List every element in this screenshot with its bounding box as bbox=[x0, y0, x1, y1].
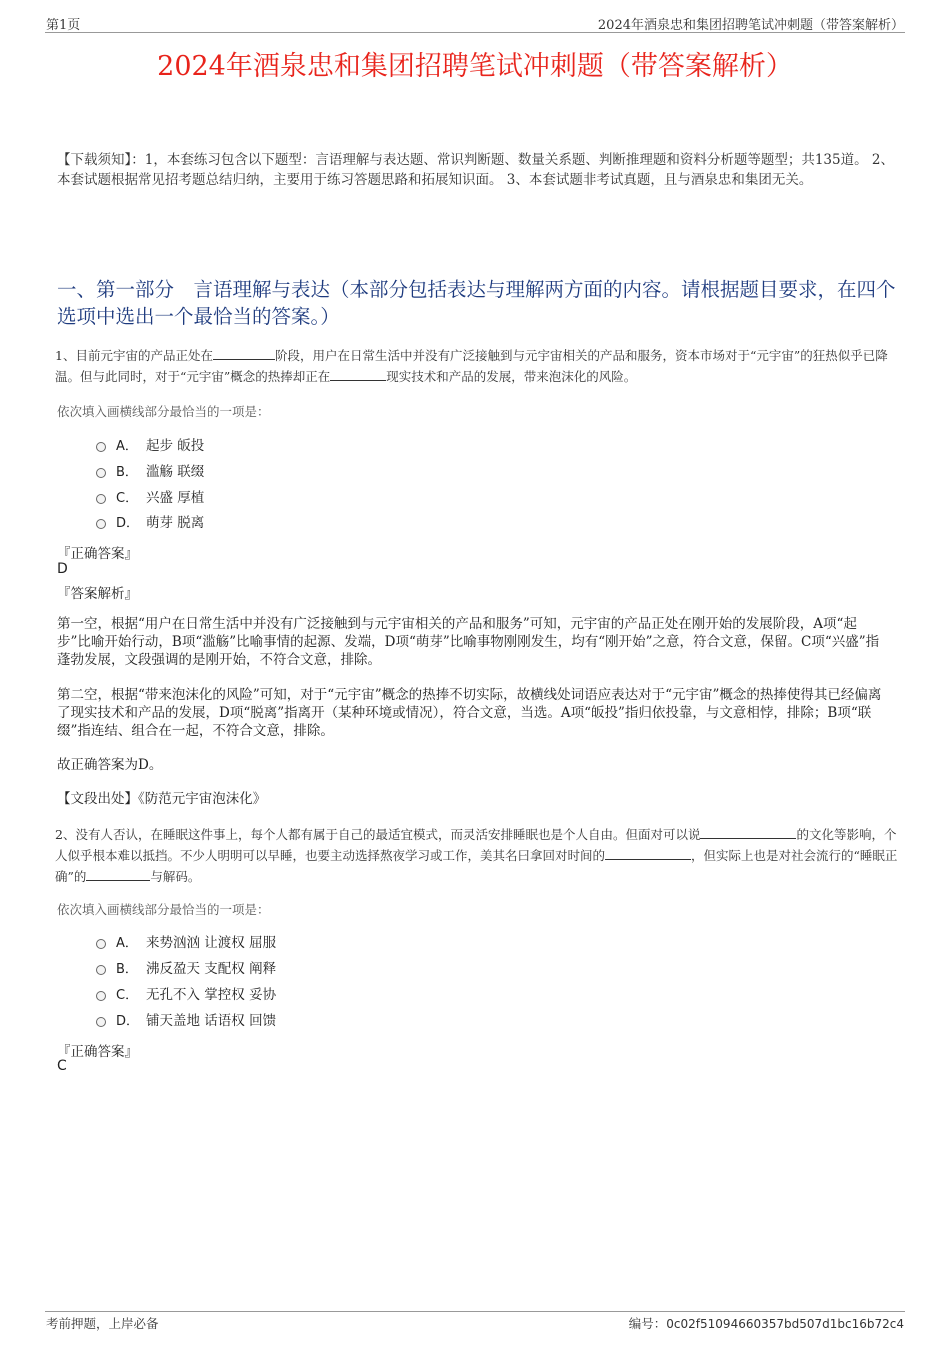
notice-text: ：1，本套练习包含以下题型：言语理解与表达题、常识判断题、数量关系题、判断推理题和资料分析题等题型；共135道。 2、本套试题根据常见招考题总结归纳，主要用于练习答题思路和拓展知识面。 3、本套试题非考试真题，且与酒泉忠和集团无关。 bbox=[57, 152, 894, 188]
radio-icon[interactable] bbox=[96, 965, 106, 975]
blank-1 bbox=[213, 347, 275, 360]
q1-option-d[interactable]: D． 萌芽 脱离 bbox=[96, 513, 204, 533]
q1-answer-label: 『正确答案』 bbox=[57, 546, 138, 562]
q2-option-a[interactable]: A． 来势汹汹 让渡权 屈服 bbox=[96, 933, 276, 953]
radio-icon[interactable] bbox=[96, 519, 106, 529]
page-title: 2024年酒泉忠和集团招聘笔试冲刺题（带答案解析） bbox=[157, 51, 793, 82]
notice-lead: 【下载须知】 bbox=[57, 152, 132, 168]
q1-option-c[interactable]: C． 兴盛 厚植 bbox=[96, 488, 204, 508]
question-2-hint: 依次填入画横线部分最恰当的一项是： bbox=[57, 902, 270, 917]
page-number: 第1页 bbox=[46, 18, 81, 33]
q1-source: 【文段出处】《防范元宇宙泡沫化》 bbox=[57, 791, 267, 807]
question-1-stem: 1、目前元宇宙的产品正处在 阶段，用户在日常生活中并没有广泛接触到与元宇宙相关的产品和服务，资本市场对于“元宇宙”的狂热似乎已降温。但与此同时，对于“元宇宙”概念的热捧却正在 现实技术和产品的发展，带来泡沫化的风险。 bbox=[55, 348, 888, 384]
q1-answer: D bbox=[57, 561, 68, 577]
q1-analysis-label: 『答案解析』 bbox=[57, 586, 138, 602]
q1-conclusion: 故正确答案为D。 bbox=[57, 757, 163, 773]
radio-icon[interactable] bbox=[96, 494, 106, 504]
question-2-stem: 2、没有人否认，在睡眠这件事上，每个人都有属于自己的最适宜模式，而灵活安排睡眠也是个人自由。但面对可以说 的文化等影响，个人似乎根本难以抵挡。不少人明明可以早睡，也要主动选择熬夜学习或工作，美其名曰拿回对时间的 ，但实际上也是对社会流行的“睡眠正确”的 与解码。 bbox=[55, 827, 898, 884]
radio-icon[interactable] bbox=[96, 1017, 106, 1027]
header-doc-title: 2024年酒泉忠和集团招聘笔试冲刺题（带答案解析） bbox=[597, 18, 904, 33]
blank-1 bbox=[700, 826, 796, 839]
radio-icon[interactable] bbox=[96, 939, 106, 949]
footer-slogan: 考前押题，上岸必备 bbox=[46, 1316, 159, 1331]
q1-option-b[interactable]: B． 滥觞 联缀 bbox=[96, 462, 204, 482]
footer-code-value: 0c02f51094660357bd507d1bc16b72c4 bbox=[666, 1317, 904, 1331]
radio-icon[interactable] bbox=[96, 468, 106, 478]
download-notice bbox=[57, 150, 897, 190]
radio-icon[interactable] bbox=[96, 442, 106, 452]
section-heading: 一、第一部分 言语理解与表达（本部分包括表达与理解两方面的内容。请根据题目要求，在四个选项中选出一个最恰当的答案。） bbox=[57, 278, 896, 328]
footer-code bbox=[629, 1314, 904, 1332]
footer-divider bbox=[45, 1311, 905, 1312]
q1-analysis-para-1: 第一空，根据“用户在日常生活中并没有广泛接触到与元宇宙相关的产品和服务”可知，元宇宙的产品正处在刚开始的发展阶段，A项“起步”比喻开始行动，B项“滥觞”比喻事情的起源、发端，D项“萌芽”比喻事物刚刚发生，均有“刚开始”之意，符合文意，保留。C项“兴盛”指蓬勃发展，文段强调的是刚开始，不符合文意，排除。 bbox=[57, 616, 880, 668]
q2-answer-label: 『正确答案』 bbox=[57, 1044, 138, 1060]
q2-option-d[interactable]: D． 铺天盖地 话语权 回馈 bbox=[96, 1011, 276, 1031]
footer-code-label: 编号： bbox=[628, 1316, 667, 1331]
question-1-hint: 依次填入画横线部分最恰当的一项是： bbox=[57, 404, 270, 419]
blank-2 bbox=[605, 847, 691, 860]
blank-2 bbox=[330, 368, 386, 381]
q1-analysis-para-2: 第二空，根据“带来泡沫化的风险”可知，对于“元宇宙”概念的热捧不切实际，故横线处词语应表达对于“元宇宙”概念的热捧使得其已经偏离了现实技术和产品的发展，D项“脱离”指离开（某种环境或情况），符合文意，当选。A项“皈投”指归依投靠，与文意相悖，排除；B项“联缀”指连结、组合在一起，不符合文意，排除。 bbox=[57, 687, 882, 739]
radio-icon[interactable] bbox=[96, 991, 106, 1001]
q2-answer: C bbox=[57, 1058, 67, 1074]
header-divider bbox=[45, 32, 905, 33]
q2-option-b[interactable]: B． 沸反盈天 支配权 阐释 bbox=[96, 959, 276, 979]
blank-3 bbox=[86, 868, 150, 881]
q1-option-a[interactable]: A． 起步 皈投 bbox=[96, 436, 204, 456]
q2-option-c[interactable]: C． 无孔不入 掌控权 妥协 bbox=[96, 985, 276, 1005]
